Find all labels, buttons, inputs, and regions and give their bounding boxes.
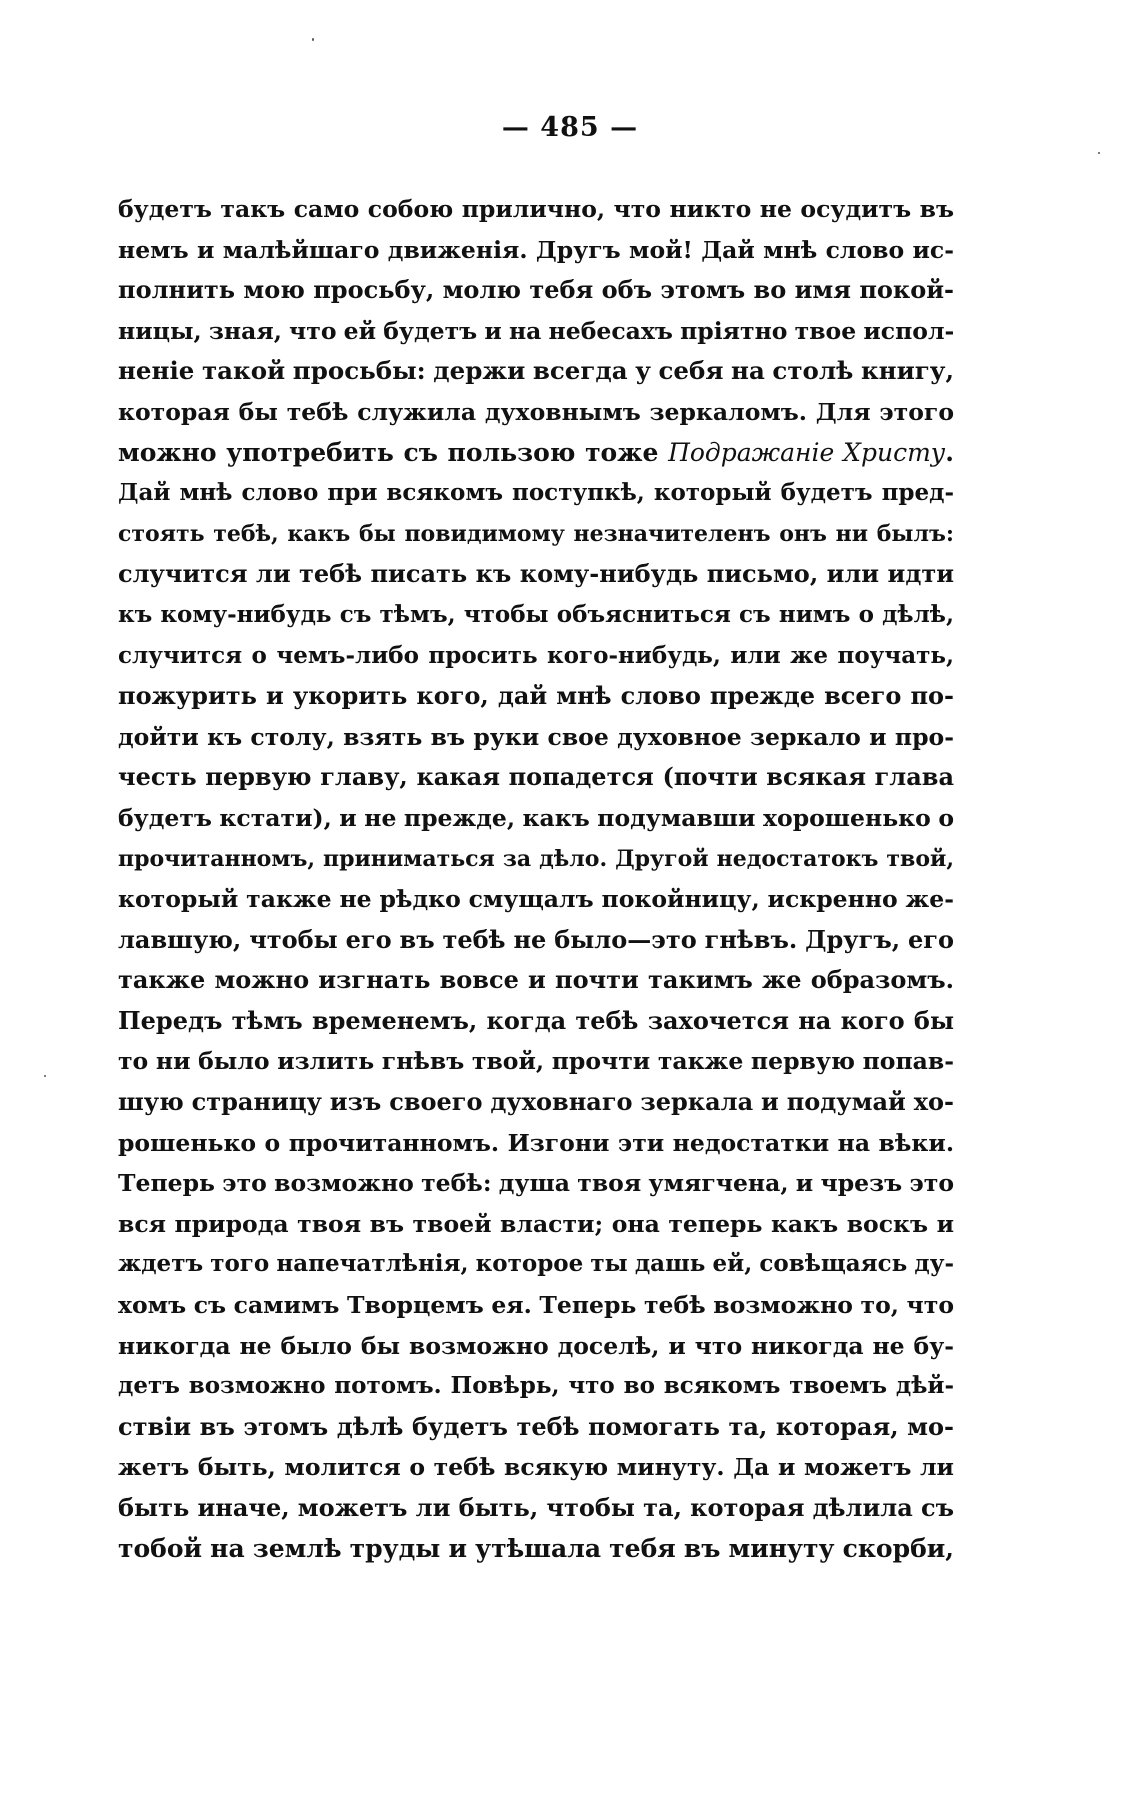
text-line: дойти къ столу, взять въ руки свое духовное зеркало и про- [118,722,954,751]
text-line: неніе такой просьбы: держи всегда у себя на столѣ книгу, [118,356,954,386]
text-line: шую страницу изъ своего духовнаго зеркала и подумай хо- [118,1087,954,1117]
text-fragment: можно употребить съ пользою тоже [118,437,669,467]
text-line: ждетъ того напечатлѣнія, которое ты дашь ей, совѣщаясь ду- [118,1250,954,1278]
text-line: никогда не было бы возможно доселѣ, и что никогда не бу- [118,1331,954,1360]
text-line: которая бы тебѣ служила духовнымъ зеркаломъ. Для этого [118,397,954,426]
text-line: быть иначе, можетъ ли быть, чтобы та, которая дѣлила съ [118,1493,954,1522]
scan-speck [312,38,314,41]
text-line: стоять тебѣ, какъ бы повидимому незначителенъ онъ ни былъ: [118,520,954,547]
text-line: ствіи въ этомъ дѣлѣ будетъ тебѣ помогать та, которая, мо- [118,1411,954,1441]
text-line: жетъ быть, молится о тебѣ всякую минуту. Да и можетъ ли [118,1453,954,1482]
text-line: честь первую главу, какая попадется (почти всякая глава [118,762,954,792]
text-line: хомъ съ самимъ Творцемъ ея. Теперь тебѣ возможно то, что [118,1291,954,1320]
text-line: будетъ такъ само собою прилично, что никто не осудитъ въ [118,195,954,223]
text-line: детъ возможно потомъ. Повѣрь, что во всякомъ твоемъ дѣй- [118,1372,954,1400]
text-fragment: . [945,437,954,467]
text-line: лавшую, чтобы его въ тебѣ не было—это гнѣвъ. Другъ, его [118,924,954,954]
text-line: который также не рѣдко смущалъ покойницу, искренно же- [118,885,954,914]
text-line: вся природа твоя въ твоей власти; она теперь какъ воскъ и [118,1209,954,1238]
text-line: Теперь это возможно тебѣ: душа твоя умягчена, и чрезъ это [118,1169,954,1198]
text-line: случится о чемъ-либо просить кого-нибудь, или же поучать, [118,641,954,669]
body-text [118,189,954,1569]
text-line: прочитанномъ, приниматься за дѣло. Другой недостатокъ твой, [118,845,954,872]
page-number: — 485 — [501,112,639,143]
text-line: полнить мою просьбу, молю тебя объ этомъ во имя покой- [118,275,954,305]
scan-speck [1098,152,1100,154]
text-line: случится ли тебѣ писать къ кому-нибудь письмо, или идти [118,559,954,589]
text-line: пожурить и укорить кого, дай мнѣ слово прежде всего по- [118,681,954,711]
text-line: Передъ тѣмъ временемъ, когда тебѣ захочется на кого бы [118,1005,954,1035]
text-line: Дай мнѣ слово при всякомъ поступкѣ, который будетъ пред- [118,479,954,507]
text-line: будетъ кстати), и не прежде, какъ подумавши хорошенько о [118,803,954,832]
text-line: къ кому-нибудь съ тѣмъ, чтобы объясниться съ нимъ о дѣлѣ, [118,600,954,628]
text-line: тобой на землѣ труды и утѣшала тебя въ минуту скорби, [118,1533,954,1563]
text-line: то ни было излить гнѣвъ твой, прочти также первую попав- [118,1047,954,1076]
book-title-italic: Подражаніе Христу [668,437,946,467]
text-line: рошенько о прочитанномъ. Изгони эти недостатки на вѣки. [118,1128,954,1157]
text-line: немъ и малѣйшаго движенія. Другъ мой! Дай мнѣ слово ис- [118,235,954,264]
text-line: также можно изгнать вовсе и почти такимъ же образомъ. [118,965,954,995]
text-line: ницы, зная, что ей будетъ и на небесахъ пріятно твое испол- [118,316,955,345]
scan-speck [44,1075,46,1077]
text-line-with-title [118,433,954,474]
